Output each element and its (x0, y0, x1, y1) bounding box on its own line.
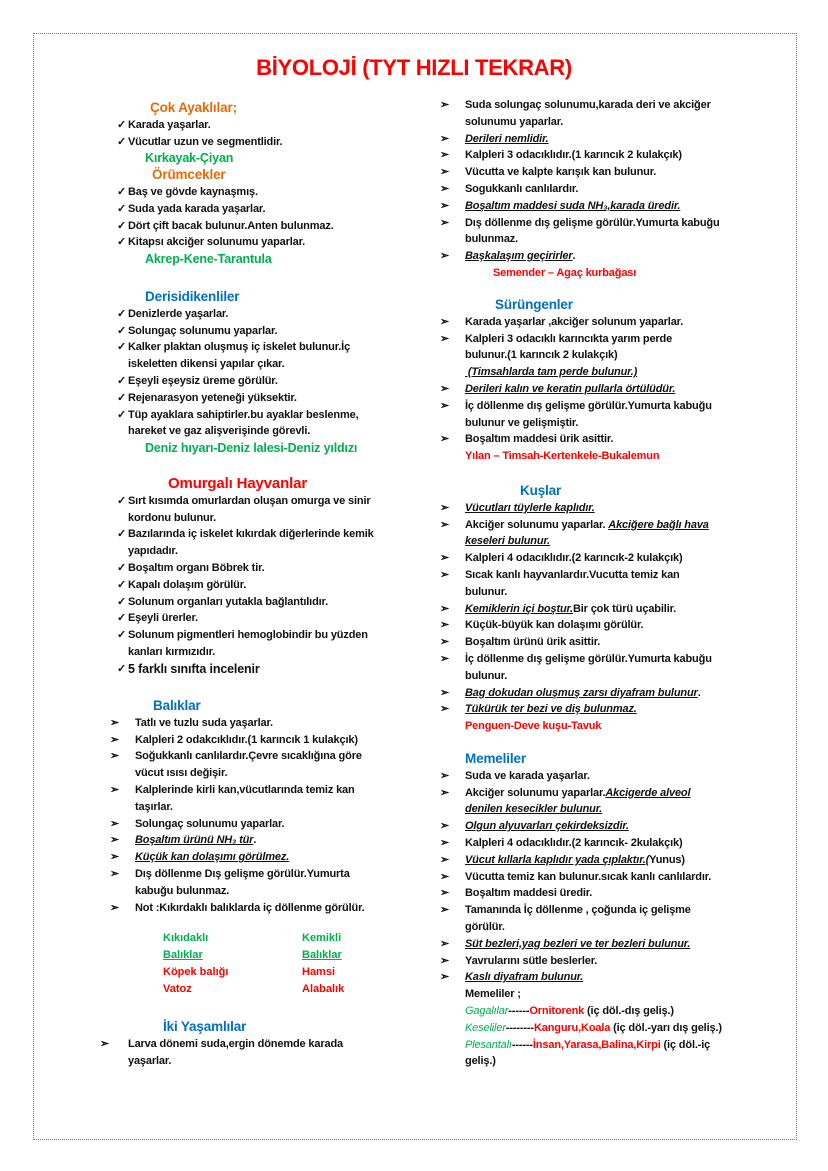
arrow-bullet-icon: ➢ (110, 733, 120, 746)
text-segment: Yunus) (649, 853, 685, 866)
arrow-bullet-icon: ➢ (100, 1037, 110, 1050)
list-item (440, 835, 722, 852)
arrow-bullet-icon: ➢ (440, 149, 450, 162)
example-line (465, 1037, 722, 1071)
list-item (440, 181, 720, 198)
table-row (0, 947, 828, 964)
text-segment: Kalker plaktan oluşmuş iç iskelet bulunur.İç iskeletten dikensi yapılar çıkar. (128, 341, 351, 371)
list-item (440, 869, 722, 886)
arrow-bullet-icon: ➢ (440, 971, 450, 984)
text-segment: Omurgalı Hayvanlar (168, 475, 308, 492)
text-segment: Kitapsı akciğer solunumu yaparlar. (128, 236, 306, 249)
text-segment: Kapalı dolaşım görülür. (128, 578, 247, 591)
text-segment: . (697, 686, 701, 699)
arrow-bullet-icon: ➢ (440, 399, 450, 412)
list-item (440, 431, 712, 448)
text-segment: Suda solungaç solunumu,karada deri ve akciğer solunumu yaparlar. (465, 99, 711, 128)
arrow-bullet-icon: ➢ (440, 99, 450, 111)
text-segment: ------ (508, 1004, 530, 1017)
table-row (0, 930, 828, 947)
text-segment: Sogukkanlı canlılardır. (465, 182, 579, 195)
section-r4 (0, 751, 722, 1070)
list-item (440, 331, 712, 365)
text-segment: Tatlı ve tuzlu suda yaşarlar. (135, 716, 273, 729)
arrow-bullet-icon: ➢ (110, 851, 120, 864)
text-segment: Baş ve gövde kaynaşmış. (128, 185, 258, 198)
table-cell: Kemikli (302, 932, 342, 944)
text-segment: (iç döl.-dış geliş.) (584, 1004, 674, 1017)
text-segment: Akciğere bağlı hava keseleri bulunur. (465, 518, 709, 548)
text-segment: Karada yaşarlar ,akciğer solunum yaparlar. (465, 315, 684, 328)
text-segment: . (253, 834, 257, 847)
table-row (0, 981, 828, 1001)
arrow-bullet-icon: ➢ (440, 199, 450, 212)
text-segment: -------- (505, 1021, 534, 1034)
text-segment: Kemiklerin içi boştur. (465, 602, 573, 615)
list-item (440, 215, 720, 249)
list-item (440, 314, 712, 331)
checkmark-icon: ✓ (117, 118, 127, 131)
example-line (465, 448, 712, 465)
text-segment: Penguen-Deve kuşu-Tavuk (465, 720, 602, 733)
text-segment: Dört çift bacak bulunur.Anten bulunmaz. (128, 219, 334, 232)
arrow-bullet-icon: ➢ (440, 769, 450, 782)
text-segment: Boşaltım ürünü ürik asittir. (465, 636, 601, 649)
text-segment: Boşaltım ürünü NH₃ tür (135, 834, 254, 847)
list-item (440, 164, 720, 181)
arrow-bullet-icon: ➢ (440, 820, 450, 833)
text-segment: 5 farklı sınıfta incelenir (128, 661, 260, 676)
text-segment: Örümcekler (152, 167, 226, 183)
text-segment: (Timsahlarda tam perde bulunur.) (465, 366, 638, 379)
arrow-bullet-icon: ➢ (440, 250, 450, 263)
checkmark-icon: ✓ (117, 341, 127, 354)
list-item (440, 381, 712, 398)
arrow-bullet-icon: ➢ (110, 867, 120, 880)
text-segment: İç döllenme dış gelişme görülür.Yumurta kabuğu bulunur. (465, 652, 712, 682)
arrow-bullet-icon: ➢ (440, 870, 450, 883)
text-segment: Vücutta temiz kan bulunur.sıcak kanlı canlılardır. (465, 870, 712, 883)
list-item (440, 398, 712, 432)
checkmark-icon: ✓ (117, 561, 127, 574)
list-item (440, 601, 712, 618)
arrow-bullet-icon: ➢ (440, 619, 450, 632)
checkmark-icon: ✓ (117, 324, 127, 337)
checkmark-icon: ✓ (117, 595, 127, 608)
section-heading (495, 297, 712, 314)
section-heading (520, 483, 712, 500)
text-segment: Memeliler (465, 751, 526, 766)
text-segment: Tüp ayaklara sahiptirler.bu ayaklar beslenme, hareket ve gaz alişverişinde görevli. (128, 408, 359, 438)
checkmark-icon: ✓ (117, 528, 127, 541)
arrow-bullet-icon: ➢ (440, 836, 450, 849)
checkmark-icon: ✓ (117, 391, 127, 404)
text-segment: Vücut kıllarla kaplıdır yada çıplaktır.( (465, 853, 650, 866)
list-item (440, 500, 712, 517)
text-segment: Denizlerde yaşarlar. (128, 307, 229, 320)
text-segment: Tamanında İç döllenme , çoğunda iç gelişme görülür. (465, 904, 691, 933)
text-segment: Akciğer solunumu yaparlar. (465, 786, 606, 799)
checkmark-icon: ✓ (117, 629, 127, 642)
arrow-bullet-icon: ➢ (440, 182, 450, 195)
list-item (440, 785, 722, 819)
text-segment: Boşaltım organı Böbrek tir. (128, 561, 265, 574)
section-r3 (0, 483, 712, 735)
checkmark-icon: ✓ (117, 219, 127, 232)
text-segment: Soğukkanlı canlılardır.Çevre sıcaklığına göre vücut ısısı değişir. (135, 750, 362, 780)
text-segment: Solungaç solunumu yaparlar. (128, 324, 278, 337)
arrow-bullet-icon: ➢ (440, 216, 450, 229)
list-item (440, 131, 720, 148)
text-segment: Kaslı diyafram bulunur. (465, 971, 584, 984)
text-segment: (iç döl.-yarı dış geliş.) (610, 1021, 722, 1034)
text-segment: Küçük-büyük kan dolaşımı görülür. (465, 619, 644, 632)
text-segment: ------ (511, 1038, 533, 1051)
text-segment: Deniz hıyarı-Deniz lalesi-Deniz yıldızı (145, 441, 358, 456)
example-line (465, 1020, 722, 1037)
text-segment: Boşaltım maddesi üredir. (465, 887, 593, 900)
text-segment: Bir çok türü uçabilir. (572, 602, 677, 615)
text-segment: Memeliler ; (465, 988, 521, 1001)
arrow-bullet-icon: ➢ (440, 332, 450, 345)
checkmark-icon: ✓ (117, 578, 127, 591)
arrow-bullet-icon: ➢ (440, 703, 450, 716)
arrow-bullet-icon: ➢ (440, 887, 450, 900)
text-segment: Bag dokudan oluşmuş zarsı diyafram bulunur (465, 686, 698, 699)
text-segment: Dış döllenme dış gelişme görülür.Yumurta kabuğu bulunmaz. (465, 216, 720, 246)
text-segment: Dış döllenme Dış gelişme görülür.Yumurta kabuğu bulunmaz. (135, 867, 350, 897)
arrow-bullet-icon: ➢ (110, 750, 120, 763)
arrow-bullet-icon: ➢ (440, 904, 450, 917)
text-segment: Derileri kalın ve keratin pullarla örtülüdür. (465, 382, 676, 395)
arrow-bullet-icon: ➢ (440, 652, 450, 665)
arrow-bullet-icon: ➢ (440, 786, 450, 799)
text-segment: Derisidikenliler (145, 289, 240, 304)
text-segment: Derileri nemlidir. (465, 132, 549, 145)
text-segment: Akrep-Kene-Tarantula (145, 252, 272, 267)
checkmark-icon: ✓ (117, 612, 127, 625)
arrow-bullet-icon: ➢ (440, 518, 450, 531)
text-segment: Kalpleri 2 odakcıklıdır.(1 karıncık 1 kulakçık) (135, 733, 358, 746)
arrow-bullet-icon: ➢ (440, 853, 450, 866)
checkmark-icon: ✓ (117, 408, 127, 421)
text-segment: Karada yaşarlar. (128, 118, 211, 131)
text-segment: Bazılarında iç iskelet kıkırdak diğerlerinde kemik yapıdadır. (128, 528, 374, 558)
example-line (493, 265, 720, 282)
arrow-bullet-icon: ➢ (440, 686, 450, 699)
table-cell: Balıklar (302, 949, 342, 961)
text-segment: Sırt kısımda omurlardan oluşan omurga ve sinir kordonu bulunur. (128, 494, 371, 524)
arrow-bullet-icon: ➢ (440, 166, 450, 179)
text-segment: Eşeyli eşeysiz üreme görülür. (128, 374, 278, 387)
text-segment: Kırkayak-Çiyan (145, 151, 234, 166)
text-segment: İki Yaşamlılar (163, 1019, 247, 1034)
text-segment: Yavrularını sütle beslerler. (465, 954, 598, 967)
list-item (440, 617, 712, 634)
text-segment: Balıklar (153, 698, 201, 713)
arrow-bullet-icon: ➢ (440, 132, 450, 145)
section-heading (465, 751, 722, 768)
text-segment: Vücutlar uzun ve segmentlidir. (128, 135, 283, 148)
text-segment: Boşaltım maddesi suda NH₃,karada üredir. (465, 199, 681, 212)
list-item (440, 885, 722, 902)
list-item (440, 852, 722, 869)
text-segment: Süt bezleri,yag bezleri ve ter bezleri bulunur. (465, 937, 691, 950)
arrow-bullet-icon: ➢ (440, 315, 450, 328)
list-item (440, 517, 712, 551)
arrow-bullet-icon: ➢ (440, 382, 450, 395)
text-segment: Solunum organları yutakla bağlantılıdır. (128, 595, 328, 608)
text-segment: Kalpleri 4 odacıklıdır.(2 karıncık-2 kulakçık) (465, 552, 683, 565)
text-segment: Semender – Agaç kurbağası (493, 266, 637, 279)
table-cell: Köpek balığı (163, 966, 229, 978)
text-segment: Kalpleri 3 odacıklıdır.(1 karıncık 2 kulakçık) (465, 149, 682, 162)
list-item (440, 768, 722, 785)
arrow-bullet-icon: ➢ (110, 716, 120, 729)
text-segment: Sıcak kanlı hayvanlardır.Vucutta temiz kan bulunur. (465, 568, 680, 598)
arrow-bullet-icon: ➢ (440, 954, 450, 967)
example-line (465, 364, 712, 381)
checkmark-icon: ✓ (117, 202, 127, 215)
list-item (440, 567, 712, 601)
text-segment: Yılan – Timsah-Kertenkele-Bukalemun (465, 450, 660, 463)
text-segment: Tükürük ter bezi ve diş bulunmaz. (465, 703, 637, 716)
text-segment: Plesantalı (465, 1038, 512, 1051)
text-segment: Olgun alyuvarları çekirdeksizdir. (465, 820, 629, 833)
checkmark-icon: ✓ (117, 185, 127, 198)
text-segment: Çok Ayaklılar; (150, 100, 237, 115)
text-segment: Ornitorenk (529, 1004, 585, 1017)
text-segment: Kanguru,Koala (533, 1021, 611, 1034)
list-item (440, 97, 720, 131)
text-segment: Solungaç solunumu yaparlar. (135, 817, 285, 830)
text-segment: İnsan,Yarasa,Balina,Kirpi (532, 1038, 661, 1051)
list-item (440, 634, 712, 651)
table-cell: Vatoz (163, 983, 192, 995)
page-title: BİYOLOJİ (TYT HIZLI TEKRAR) (256, 55, 572, 80)
arrow-bullet-icon: ➢ (440, 602, 450, 615)
text-segment: Kalpleri 3 odacıklı karıncıkta yarım perde bulunur.(1 karıncık 2 kulakçık) (465, 332, 673, 362)
arrow-bullet-icon: ➢ (440, 552, 450, 565)
arrow-bullet-icon: ➢ (110, 901, 120, 914)
example-line (465, 718, 712, 735)
table-cell: Kıkıdaklı (163, 932, 209, 944)
text-segment: Not :Kıkırdaklı balıklarda iç döllenme görülür. (135, 901, 365, 914)
arrow-bullet-icon: ➢ (440, 433, 450, 446)
table-cell: Alabalık (302, 983, 345, 995)
arrow-bullet-icon: ➢ (110, 834, 120, 847)
text-segment: Akcigerde alveol denilen kesecikler bulunur. (465, 786, 691, 816)
text-segment: . (572, 250, 576, 263)
text-segment: Keseliler (465, 1021, 506, 1034)
checkmark-icon: ✓ (117, 374, 127, 387)
text-segment: Kalplerinde kirli kan,vücutlarında temiz kan taşırlar. (135, 783, 355, 813)
checkmark-icon: ✓ (117, 307, 127, 320)
text-segment: Vücutları tüylerle kaplıdır. (465, 501, 595, 514)
text-segment: Eşeyli ürerler. (128, 612, 198, 625)
list-item (440, 248, 720, 265)
arrow-bullet-icon: ➢ (440, 636, 450, 649)
section-r2 (0, 297, 712, 465)
text-segment: İç döllenme dış gelişme görülür.Yumurta kabuğu bulunur ve gelişmiştir. (465, 399, 712, 429)
table-cell: Hamsi (302, 966, 336, 978)
text-segment: Vücutta ve kalpte karışık kan bulunur. (465, 166, 657, 179)
arrow-bullet-icon: ➢ (440, 937, 450, 950)
text-segment: Başkalaşım geçirirler (465, 250, 573, 263)
list-item (440, 651, 712, 685)
text-segment: Küçük kan dolaşımı görülmez. (135, 851, 290, 864)
text-segment: Akciğer solunumu yaparlar. (465, 518, 609, 531)
list-item (440, 198, 720, 215)
table-row (0, 964, 828, 984)
text-segment: Larva dönemi suda,ergin dönemde karada yaşarlar. (128, 1037, 343, 1067)
list-item (440, 701, 712, 718)
checkmark-icon: ✓ (117, 236, 127, 249)
checkmark-icon: ✓ (117, 494, 127, 507)
arrow-bullet-icon: ➢ (110, 783, 120, 796)
text-segment: Solunum pigmentleri hemoglobindir bu yüzden kanları kırmızıdır. (128, 629, 368, 658)
arrow-bullet-icon: ➢ (440, 568, 450, 581)
arrow-bullet-icon: ➢ (440, 501, 450, 514)
checkmark-icon: ✓ (117, 135, 127, 148)
text-segment: Boşaltım maddesi ürik asittir. (465, 433, 614, 446)
section-r1 (0, 97, 720, 282)
arrow-bullet-icon: ➢ (110, 817, 120, 830)
text-segment: Kalpleri 4 odacıklıdır.(2 karıncık- 2kulakçık) (465, 836, 683, 849)
table-cell: Balıklar (163, 949, 203, 961)
text-segment: Sürüngenler (495, 297, 573, 312)
text-segment: Suda ve karada yaşarlar. (465, 769, 590, 782)
list-item (440, 818, 722, 835)
text-segment: Suda yada karada yaşarlar. (128, 202, 266, 215)
fish-comparison-table (0, 930, 828, 1001)
example-line (465, 1003, 722, 1020)
checkmark-icon: ✓ (117, 662, 127, 675)
list-item (440, 147, 720, 164)
text-segment: Gagalılar (465, 1004, 509, 1017)
list-item (440, 685, 712, 702)
text-segment: Rejenarasyon yeteneği yüksektir. (128, 391, 297, 404)
text-segment: Kuşlar (520, 483, 562, 498)
text-segment: (iç döl.-iç geliş.) (465, 1038, 711, 1068)
list-item (440, 550, 712, 567)
